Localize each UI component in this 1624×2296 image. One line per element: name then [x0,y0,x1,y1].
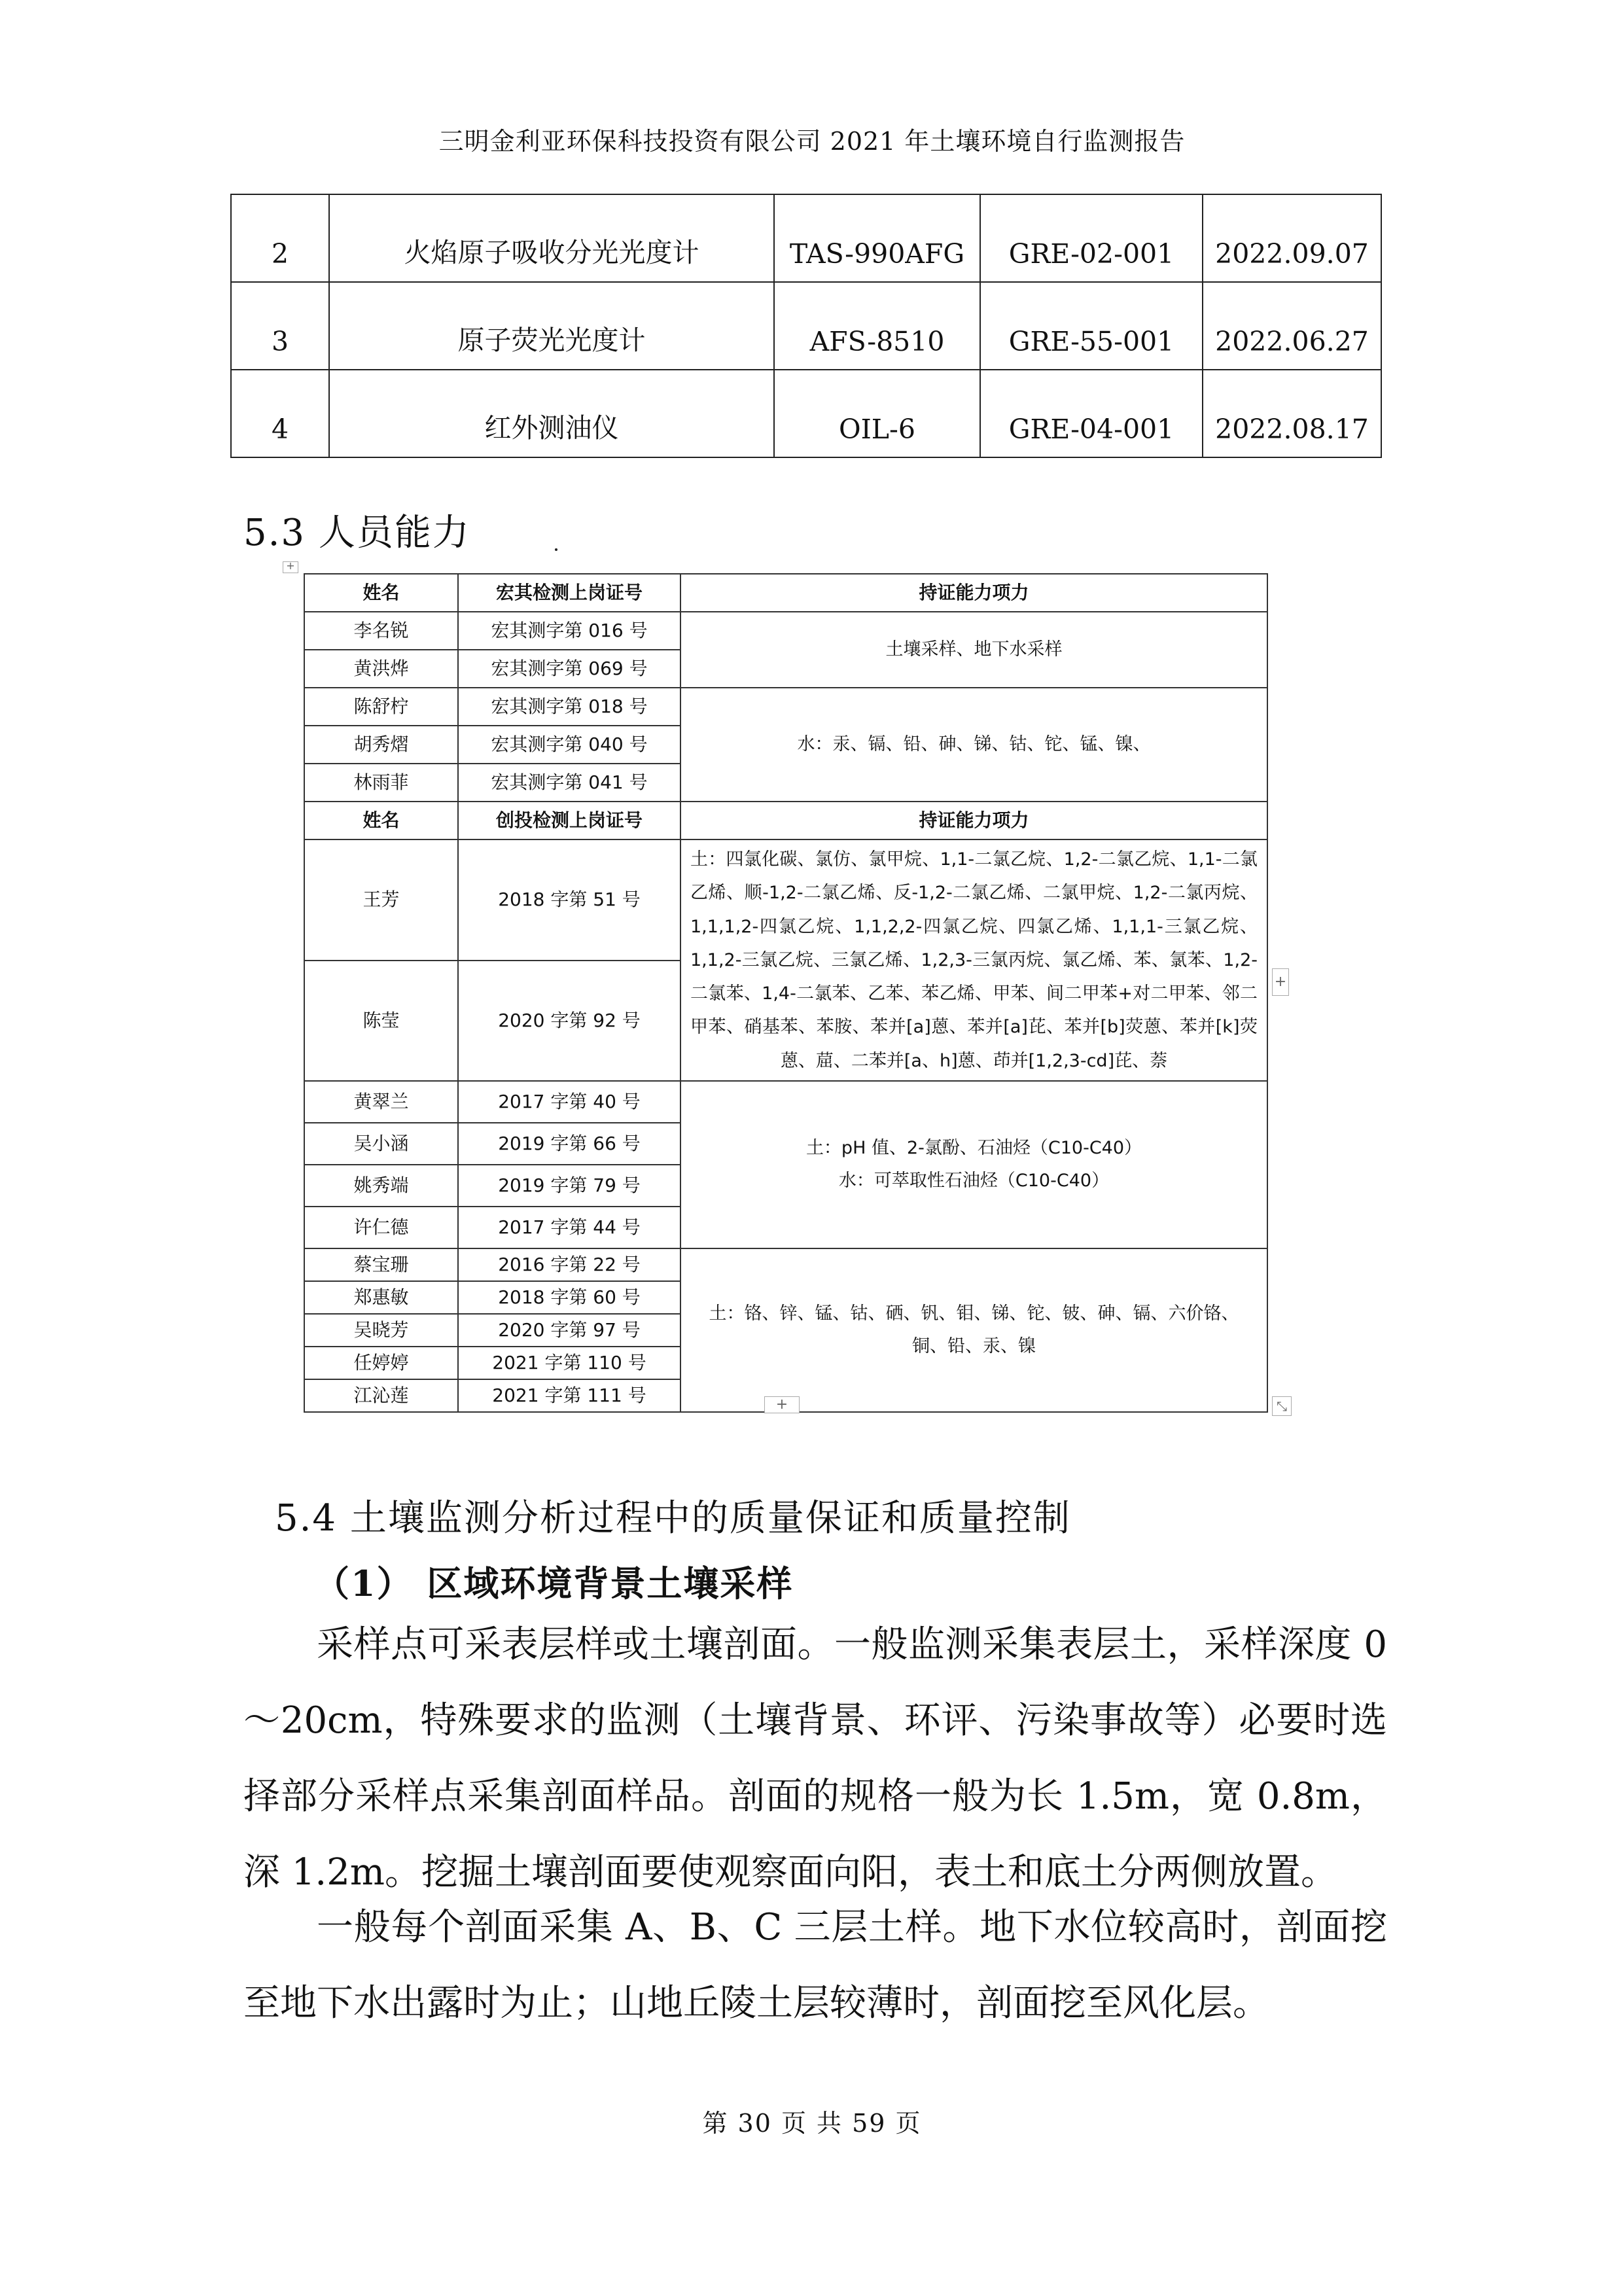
col-header-name: 姓名 [304,574,458,612]
staff-cert: 2019 字第 79 号 [458,1165,680,1207]
equipment-model: OIL-6 [774,370,980,457]
col-header-name: 姓名 [304,802,458,839]
equipment-date: 2022.08.17 [1203,370,1381,457]
staff-ability [680,1248,1267,1412]
equipment-code: GRE-55-001 [980,282,1203,370]
table-row [304,839,1267,961]
table-row [304,1248,1267,1281]
table-row [304,688,1267,726]
staff-cert: 宏其测字第 040 号 [458,726,680,764]
staff-name: 黄翠兰 [304,1081,458,1123]
table-resize-handle[interactable]: ⤡ [1272,1396,1292,1416]
staff-cert: 2017 字第 44 号 [458,1207,680,1248]
staff-name: 胡秀熠 [304,726,458,764]
equipment-no: 3 [231,282,329,370]
staff-ability: 水：汞、镉、铅、砷、锑、钴、铊、锰、镍、 [680,688,1267,802]
page-footer: 第 30 页 共 59 页 [702,2109,922,2138]
staff-cert: 2021 字第 110 号 [458,1347,680,1379]
staff-cert: 2021 字第 111 号 [458,1379,680,1412]
staff-cert: 2019 字第 66 号 [458,1123,680,1165]
staff-cert: 2018 字第 60 号 [458,1281,680,1314]
section-heading-5-4: 5.4 土壤监测分析过程中的质量保证和质量控制 [275,1497,1071,1540]
section-heading-5-3: 5.3 人员能力 [243,512,470,554]
equipment-code: GRE-04-001 [980,370,1203,457]
staff-ability-line: 水：可萃取性石油烃（C10-C40） [838,1171,1110,1192]
equipment-table [230,194,1382,458]
staff-name: 江沁莲 [304,1379,458,1412]
staff-ability-line: 铜、铅、汞、镍 [912,1336,1036,1357]
staff-name: 许仁德 [304,1207,458,1248]
staff-cert: 2018 字第 51 号 [458,839,680,961]
staff-cert: 宏其测字第 016 号 [458,612,680,650]
staff-ability [680,1081,1267,1248]
staff-cert: 2017 字第 40 号 [458,1081,680,1123]
table-move-handle[interactable]: + [283,561,298,573]
col-header-cert: 创投检测上岗证号 [458,802,680,839]
equipment-model: TAS-990AFG [774,194,980,282]
staff-name: 黄洪烨 [304,650,458,688]
staff-cert: 宏其测字第 069 号 [458,650,680,688]
paragraph: 采样点可采表层样或土壤剖面。一般监测采集表层土，采样深度 0～20cm，特殊要求的监测（土壤背景、环评、污染事故等）必要时选择部分采样点采集剖面样品。剖面的规格一般为长 1.5m，宽 0.8m，深 1.2m。挖掘土壤剖面要使观察面向阳，表土和底土分两侧放置。 [243,1623,1387,1894]
col-header-ability: 持证能力项力 [680,574,1267,612]
staff-ability-line: 土：铬、锌、锰、钴、硒、钒、钼、锑、铊、铍、砷、镉、六价铬、 [709,1303,1239,1324]
staff-name: 李名锐 [304,612,458,650]
table-header-row [304,574,1267,612]
table-row [304,1081,1267,1123]
equipment-no: 4 [231,370,329,457]
staff-ability: 土壤采样、地下水采样 [680,612,1267,688]
staff-cert: 2016 字第 22 号 [458,1248,680,1281]
staff-name: 王芳 [304,839,458,961]
col-header-cert: 宏其检测上岗证号 [458,574,680,612]
staff-cert: 宏其测字第 018 号 [458,688,680,726]
table-row [304,612,1267,650]
equipment-model: AFS-8510 [774,282,980,370]
equipment-name: 红外测油仪 [329,370,774,457]
running-header: 三明金利亚环保科技投资有限公司 2021 年土壤环境自行监测报告 [438,127,1186,156]
col-header-ability: 持证能力项力 [680,802,1267,839]
insertion-mark [555,548,557,551]
add-row-handle[interactable]: + [764,1396,800,1413]
staff-table-container [304,573,1267,1407]
staff-name: 陈莹 [304,961,458,1082]
equipment-no: 2 [231,194,329,282]
equipment-date: 2022.06.27 [1203,282,1381,370]
staff-name: 任婷婷 [304,1347,458,1379]
table-row [231,194,1381,282]
paragraph: 一般每个剖面采集 A、B、C 三层土样。地下水位较高时，剖面挖至地下水出露时为止；山地丘陵土层较薄时，剖面挖至风化层。 [243,1906,1387,2024]
equipment-name: 原子荧光光度计 [329,282,774,370]
staff-cert: 2020 字第 97 号 [458,1314,680,1347]
staff-name: 姚秀端 [304,1165,458,1207]
staff-name: 郑惠敏 [304,1281,458,1314]
item-heading: （1） 区域环境背景土壤采样 [314,1563,794,1604]
table-row [231,282,1381,370]
equipment-name: 火焰原子吸收分光光度计 [329,194,774,282]
staff-cert: 宏其测字第 041 号 [458,764,680,802]
staff-table [304,573,1268,1413]
table-row [231,370,1381,457]
staff-name: 林雨菲 [304,764,458,802]
equipment-code: GRE-02-001 [980,194,1203,282]
staff-ability-line: 土：pH 值、2-氯酚、石油烃（C10-C40） [805,1138,1142,1159]
staff-name: 吴小涵 [304,1123,458,1165]
staff-name: 蔡宝珊 [304,1248,458,1281]
add-column-handle[interactable]: + [1272,968,1289,996]
staff-cert: 2020 字第 92 号 [458,961,680,1082]
staff-ability: 土：四氯化碳、氯仿、氯甲烷、1,1-二氯乙烷、1,2-二氯乙烷、1,1-二氯乙烯、顺-1,2-二氯乙烯、反-1,2-二氯乙烯、二氯甲烷、1,2-二氯丙烷、1,1,1,2-四氯乙烷、1,1,2,2-四氯乙烷、四氯乙烯、1,1,1-三氯乙烷、1,1,2-三氯乙烷、三氯乙烯、1,2,3-三氯丙烷、氯乙烯、苯、氯苯、1,2-二氯苯、1,4-二氯苯、乙苯、苯乙烯、甲苯、间二甲苯+对二甲苯、邻二甲苯、硝基苯、苯胺、苯并[a]蒽、苯并[a]芘、苯并[b]荧蒽、苯并[k]荧蒽、䓛、二苯并[a、h]蒽、茚并[1,2,3-cd]芘、萘 [680,839,1267,1081]
staff-name: 吴晓芳 [304,1314,458,1347]
staff-name: 陈舒柠 [304,688,458,726]
equipment-date: 2022.09.07 [1203,194,1381,282]
table-header-row [304,802,1267,839]
